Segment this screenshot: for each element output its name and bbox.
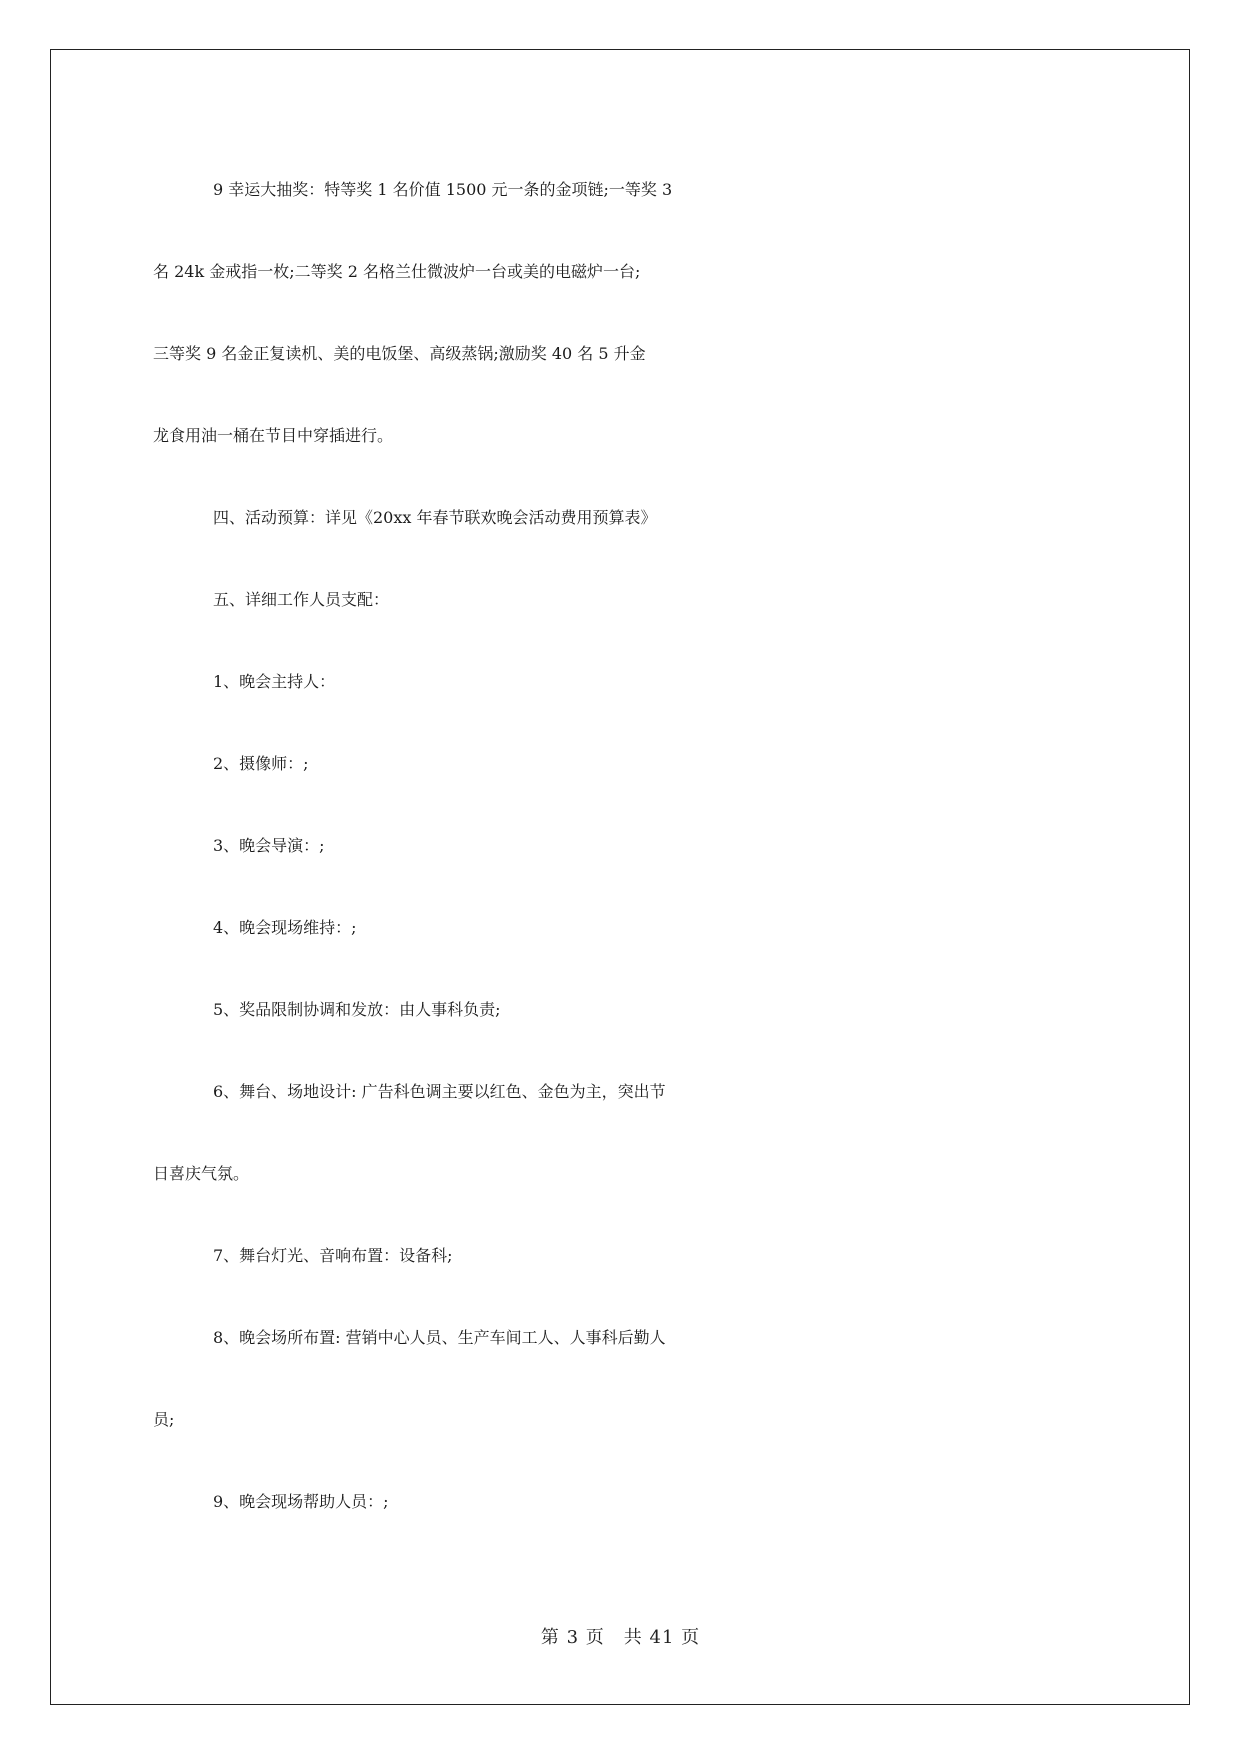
page-number: 第 3 页 共 41 页 <box>540 1627 701 1648</box>
text-line: 2、摄像师：; <box>213 754 309 773</box>
text-line: 四、活动预算：详见《20xx 年春节联欢晚会活动费用预算表》 <box>213 508 657 527</box>
text-line: 5、奖品限制协调和发放：由人事科负责; <box>213 1000 501 1019</box>
text-line: 员; <box>153 1410 175 1429</box>
text-line: 名 24k 金戒指一枚;二等奖 2 名格兰仕微波炉一台或美的电磁炉一台; <box>153 262 641 281</box>
text-line: 五、详细工作人员支配： <box>213 590 390 609</box>
text-line: 4、晚会现场维持：; <box>213 918 357 937</box>
text-line: 9、晚会现场帮助人员：; <box>213 1492 389 1511</box>
text-line: 3、晚会导演：; <box>213 836 325 855</box>
text-line: 6、舞台、场地设计: 广告科色调主要以红色、金色为主，突出节 <box>213 1082 666 1101</box>
text-line: 7、舞台灯光、音响布置：设备科; <box>213 1246 453 1265</box>
text-line: 9 幸运大抽奖：特等奖 1 名价值 1500 元一条的金项链;一等奖 3 <box>213 180 673 199</box>
text-line: 1、晚会主持人： <box>213 672 336 691</box>
text-line: 8、晚会场所布置: 营销中心人员、生产车间工人、人事科后勤人 <box>213 1328 666 1347</box>
document-body <box>153 170 1088 1564</box>
text-line: 龙食用油一桶在节目中穿插进行。 <box>153 426 394 445</box>
text-line: 日喜庆气氛。 <box>153 1164 250 1183</box>
text-line: 三等奖 9 名金正复读机、美的电饭堡、高级蒸锅;激励奖 40 名 5 升金 <box>153 344 646 363</box>
